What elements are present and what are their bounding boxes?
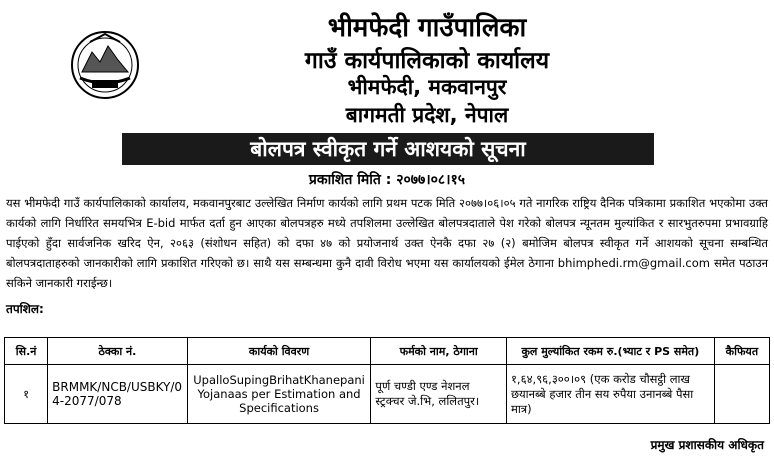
header-firm-name: फर्मको नाम, ठेगाना	[371, 338, 507, 365]
notice-title-banner: बोलपत्र स्वीकृत गर्ने आशयको सूचना	[122, 133, 654, 165]
cell-work-description: UpalloSupingBrihatKhanepani Yojanaas per Estimation and Specifications	[187, 365, 371, 424]
header-remarks: कैफियत	[714, 338, 769, 365]
table-header-row	[5, 338, 770, 365]
signatory-title: प्रमुख प्रशासकीय अधिकृत	[650, 438, 764, 452]
cell-contract-no: BRMMK/NCB/USBKY/04-2077/078	[48, 365, 188, 424]
header-work-description: कार्यको विवरण	[187, 338, 371, 365]
cell-remarks	[714, 365, 769, 424]
office-name-line1: भीमफेदी गाउँपालिका	[327, 13, 527, 43]
office-address-line: भीमफेदी, मकवानपुर	[347, 75, 507, 99]
published-date: प्रकाशित मिति : २०७७।०८।१५	[308, 172, 466, 188]
header-sn: सि.नं	[5, 338, 48, 365]
office-province-line: बागमती प्रदेश, नेपाल	[345, 103, 509, 127]
details-label: तपशिल:	[6, 302, 44, 316]
header-amount: कुल मुल्यांकित रकम रु.(भ्याट र PS समेत)	[506, 338, 714, 365]
table-row	[5, 365, 770, 424]
office-header	[0, 0, 774, 130]
cell-firm-name: पूर्ण चण्डी एण्ड नेशनल स्ट्रक्चर जे.भि, ललितपुर।	[371, 365, 507, 424]
cell-sn: १	[5, 365, 48, 424]
notice-body: यस भीमफेदी गाउँ कार्यपालिकाको कार्यालय, मकवानपुरबाट उल्लेखित निर्माण कार्यको लागि प्रथम पटक मिति २०७७।०६।०५ गते नागरिक राष्ट्रिय दैनिक पत्रिकामा प्रकाशित भएकोमा उक्त कार्यको लागि निर्धारित समयभित्र E-bid मार्फत दर्ता हुन आएका बोलपत्रहरु मध्ये तपशिलमा उल्लेखित बोलपत्रदाताले पेश गरेको बोलपत्र न्यूनतम मुल्यांकित र सारभुतरुपमा प्रभावग्राहि पाईएको हुँदा सार्वजनिक खरिद ऐन, २०६३ (संशोधन सहित) को दफा ४७ को प्रयोजनार्थ उक्त ऐनकै दफा २७ (२) बमोजिम बोलपत्र स्वीकृत गर्ने आशयको सूचना सम्बन्धित बोलपत्रदाताहरुको जानकारीको लागि प्रकाशित गरिएको छ। साथै यस सम्बन्धमा कुनै दावी विरोध भएमा यस कार्यालयको ईमेल ठेगाना bhimphedi.rm@gmail.com समेत पठाउन सकिने जानकारी गराईन्छ।	[6, 196, 768, 290]
office-name-line2: गाउँ कार्यपालिकाको कार्यालय	[304, 48, 550, 74]
cell-amount: १,६४,९६,३००।०९ (एक करोड चौसट्ठी लाख छयानब्बे हजार तीन सय रुपैया उनानब्बे पैसा मात्र)	[506, 365, 714, 424]
bid-details-table	[4, 337, 770, 424]
header-contract-no: ठेक्का नं.	[48, 338, 188, 365]
